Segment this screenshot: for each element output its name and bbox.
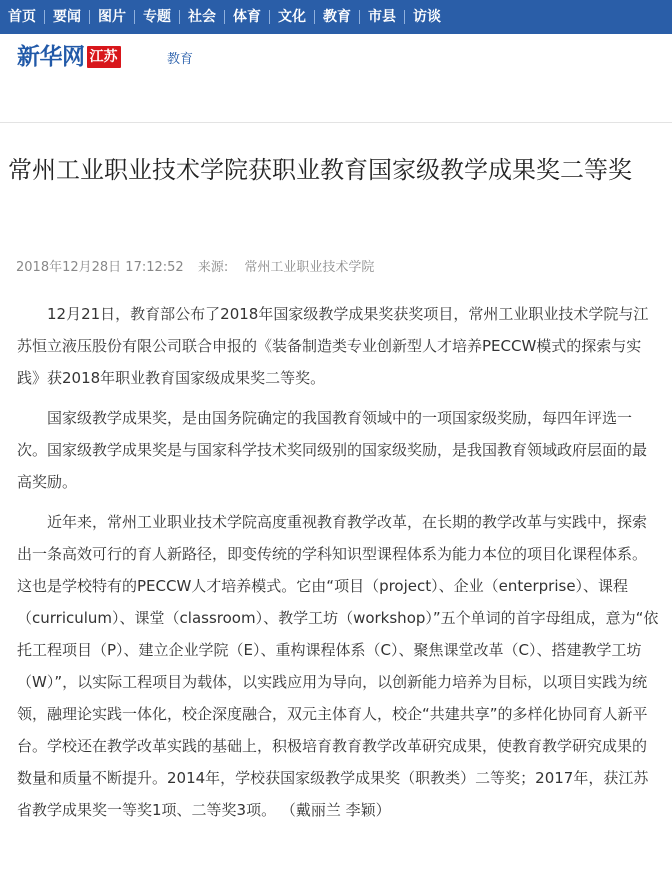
nav-item-society[interactable]: 社会 [188,9,216,25]
nav-item-topics[interactable]: 专题 [143,9,171,25]
nav-item-sports[interactable]: 体育 [233,9,261,25]
nav-item-home[interactable]: 首页 [8,9,36,25]
logo-region-badge: 江苏 [87,46,121,68]
site-logo[interactable] [17,44,121,70]
nav-item-headlines[interactable]: 要闻 [53,9,81,25]
article-body [17,298,659,834]
article-meta [16,256,384,275]
nav-item-culture[interactable]: 文化 [278,9,306,25]
channel-link[interactable]: 教育 [167,52,194,67]
article-title: 常州工业职业技术学院获职业教育国家级教学成果奖二等奖 [8,156,632,184]
logo-text: 新华网 [17,43,85,70]
article-paragraph: 近年来，常州工业职业技术学院高度重视教育教学改革，在长期的教学改革与实践中，探索出一条高效可行的育人新路径，即变传统的学科知识型课程体系为能力本位的项目化课程体系。这也是学校特有的PECCW人才培养模式。它由“项目（project）、企业（enterprise）、课程（curriculum）、课堂（classroom）、教学工坊（workshop）”五个单词的首字母组成，意为“依托工程项目（P）、建立企业学院（E）、重构课程体系（C）、聚焦课堂改革（C）、搭建教学工坊（W）”，以实际工程项目为载体，以实践应用为导向，以创新能力培养为目标，以项目实践为统领，融理论实践一体化，校企深度融合，双元主体育人，校企“共建共享”的多样化协同育人新平台。学校还在教学改革实践的基础上，积极培育教育教学改革研究成果，使教育教学研究成果的数量和质量不断提升。2014年，学校获国家级教学成果奖（职教类）二等奖；2017年，获江苏省教学成果奖一等奖1项、二等奖3项。 （戴丽兰 李颖） [17,513,659,819]
nav-item-interviews[interactable]: 访谈 [413,9,441,25]
source-label: 来源: [197,260,229,275]
publish-date: 2018年12月28日 17:12:52 [16,260,184,275]
source-name: 常州工业职业技术学院 [244,260,375,275]
article-paragraph: 12月21日，教育部公布了2018年国家级教学成果奖获奖项目，常州工业职业技术学院与江苏恒立液压股份有限公司联合申报的《装备制造类专业创新型人才培养PECCW模式的探索与实践》获2018年职业教育国家级成果奖二等奖。 [17,305,649,387]
top-navigation-bar [0,0,672,34]
article-paragraph: 国家级教学成果奖，是由国务院确定的我国教育领域中的一项国家级奖励，每四年评选一次。国家级教学成果奖是与国家科学技术奖同级别的国家级奖励，是我国教育领域政府层面的最高奖励。 [17,409,648,491]
nav-item-education[interactable]: 教育 [323,9,351,25]
nav-item-pictures[interactable]: 图片 [98,9,126,25]
nav-item-cities[interactable]: 市县 [368,9,396,25]
